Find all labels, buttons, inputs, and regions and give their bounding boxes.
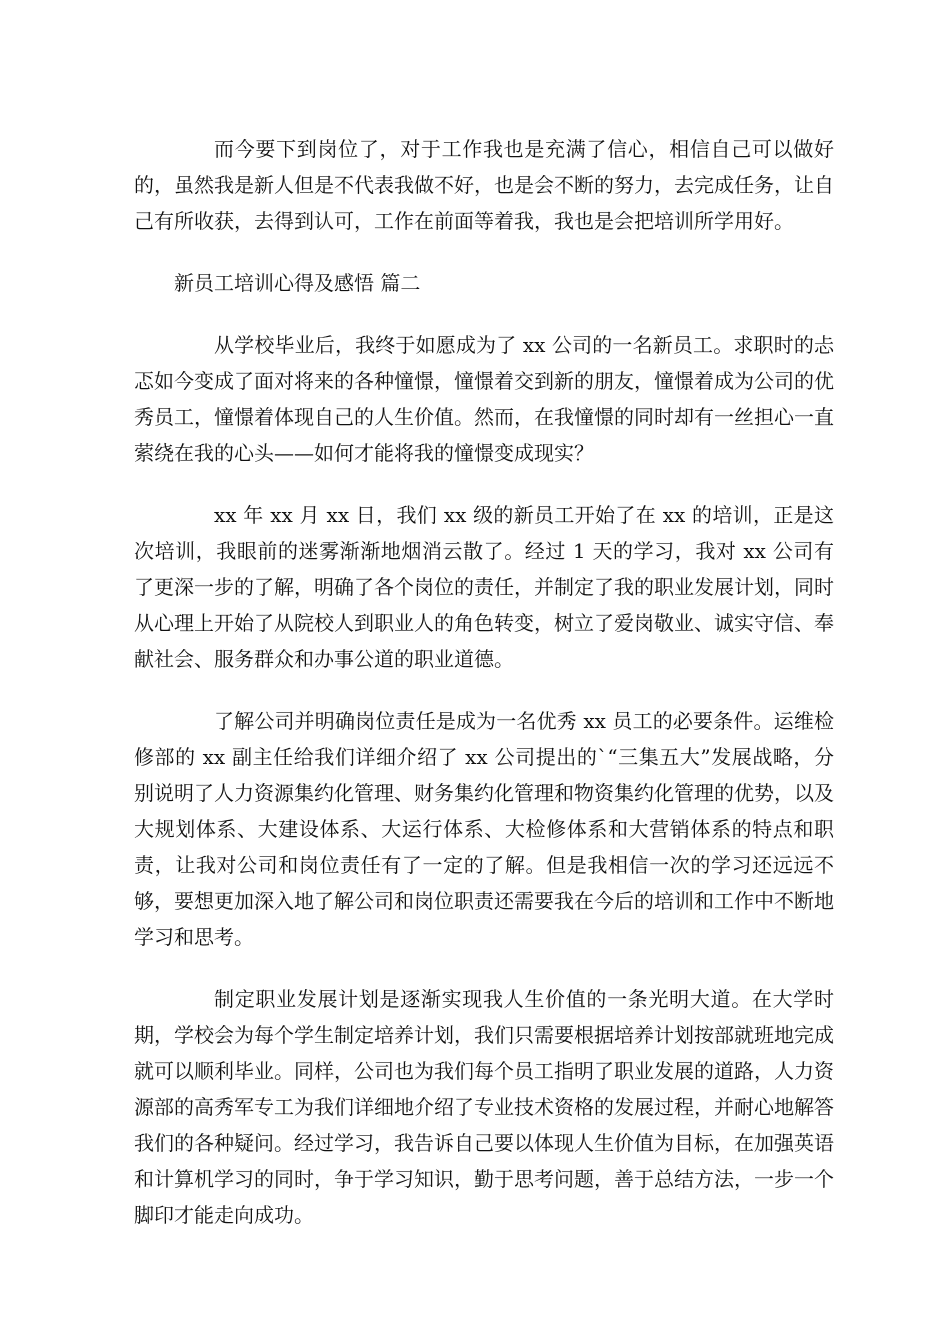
paragraph-graduation: 从学校毕业后，我终于如愿成为了 xx 公司的一名新员工。求职时的忐忑如今变成了面对将来的各种憧憬，憧憬着交到新的朋友，憧憬着成为公司的优秀员工，憧憬着体现自己的人生价值。然而，在我憧憬的同时却有一丝担心一直萦绕在我的心头——如何才能将我的憧憬变成现实？ [134,333,834,465]
paragraph-career-plan: 制定职业发展计划是逐渐实现我人生价值的一条光明大道。在大学时期，学校会为每个学生制定培养计划，我们只需要根据培养计划按部就班地完成就可以顺利毕业。同样，公司也为我们每个员工指明了职业发展的道路，人力资源部的高秀军专工为我们详细地介绍了专业技术资格的发展过程，并耐心地解答我们的各种疑问。经过学习，我告诉自己要以体现人生价值为目标，在加强英语和计算机学习的同时，争于学习知识，勤于思考问题，善于总结方法，一步一个脚印才能走向成功。 [134,987,834,1227]
document-body [134,131,834,1259]
section-heading: 新员工培训心得及感悟 篇二 [174,271,421,295]
paragraph-company-duty: 了解公司并明确岗位责任是成为一名优秀 xx 员工的必要条件。运维检修部的 xx 副主任给我们详细介绍了 xx 公司提出的`“三集五大”发展战略，分别说明了人力资源集约化管理、财务集约化管理和物资集约化管理的优势，以及大规划体系、大建设体系、大运行体系、大检修体系和大营销体系的特点和职责，让我对公司和岗位责任有了一定的了解。但是我相信一次的学习还远远不够，要想更加深入地了解公司和岗位职责还需要我在今后的培训和工作中不断地学习和思考。 [134,709,834,949]
paragraph-intro: 而今要下到岗位了，对于工作我也是充满了信心，相信自己可以做好的，虽然我是新人但是不代表我做不好，也是会不断的努力，去完成任务，让自己有所收获，去得到认可，工作在前面等着我，我也是会把培训所学用好。 [134,137,834,233]
paragraph-training: xx 年 xx 月 xx 日，我们 xx 级的新员工开始了在 xx 的培训，正是这次培训，我眼前的迷雾渐渐地烟消云散了。经过 1 天的学习，我对 xx 公司有了更深一步的了解，明确了各个岗位的责任，并制定了我的职业发展计划，同时从心理上开始了从院校人到职业人的角色转变，树立了爱岗敬业、诚实守信、奉献社会、服务群众和办事公道的职业道德。 [134,503,834,671]
